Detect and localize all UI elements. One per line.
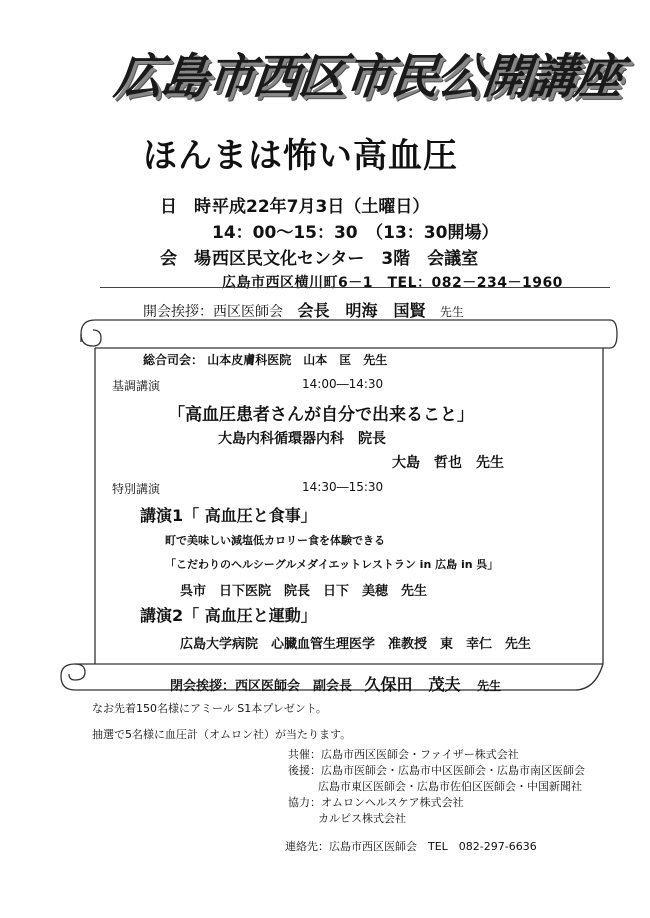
opening-name: 会長 明海 国賢: [297, 301, 426, 320]
address-line: 広島市西区横川町6－1 TEL：082－234－1960: [222, 275, 563, 291]
lecture1-title: 講演1「 高血圧と食事」: [140, 506, 317, 525]
mc-name: 山本皮膚科医院 山本 匡 先生: [207, 353, 388, 367]
time-value: 14：00～15：30 （13：30開場）: [212, 223, 499, 243]
keynote-affiliation: 大島内科循環器内科 院長: [218, 431, 386, 447]
banner-title: 広島市西区市民公開講座: [111, 49, 624, 105]
opening-suffix: 先生: [439, 305, 464, 319]
keynote-speaker: 大島 哲也 先生: [392, 455, 504, 471]
closing-greeting: [170, 672, 501, 695]
opening-label: 開会挨拶：西区医師会: [143, 304, 283, 320]
lottery-note: 抽選で5名様に血圧計（オムロン社）が当たります。: [92, 728, 352, 741]
lecture1-speaker: 呉市 日下医院 院長 日下 美穂 先生: [180, 584, 428, 599]
coop-line-1: 協力：オムロンヘルスケア株式会社: [288, 796, 464, 809]
closing-name: 久保田 茂夫: [364, 675, 461, 694]
cohost-line: 共催：広島市西区医師会・ファイザー株式会社: [288, 748, 519, 761]
lecture2-speaker: 広島大学病院 心臓血管生理医学 准教授 東 幸仁 先生: [180, 637, 532, 652]
support-line-1: 後援：広島市医師会・広島市中区医師会・広島市南区医師会: [288, 764, 585, 777]
mc-label: 総合司会：: [143, 353, 204, 367]
event-subtitle: ほんまは怖い高血圧: [143, 136, 458, 176]
special-label: 特別講演: [112, 482, 161, 496]
lecture2-title: 講演2「 高血圧と運動」: [140, 606, 317, 625]
lecture1-desc: 町で美味しい減塩低カロリー食を体験できる: [165, 534, 385, 547]
gift-note: なお先着150名様にアミール S1本プレゼント。: [92, 702, 327, 715]
keynote-label: 基調講演: [112, 379, 161, 393]
special-time: 14:30―15:30: [302, 480, 384, 494]
support-line-2: 広島市東区医師会・広島市佐伯区医師会・中国新聞社: [318, 780, 582, 793]
divider-line: [100, 287, 610, 288]
coop-line-2: カルピス株式会社: [318, 812, 406, 825]
lecture1-desc2: 「こだわりのヘルシーグルメダイエットレストラン in 広島 in 呉」: [165, 558, 499, 571]
venue-label: 会 場：: [160, 249, 228, 269]
date-value: 平成22年7月3日（土曜日）: [212, 197, 430, 217]
contact-line: 連絡先：広島市西区医師会 TEL 082-297-6636: [285, 840, 537, 853]
closing-label: 閉会挨拶：西区医師会 副会長: [170, 679, 353, 694]
date-label: 日 時：: [160, 197, 228, 217]
mc-line: [143, 351, 387, 368]
closing-suffix: 先生: [477, 679, 502, 693]
venue-value: 西区民文化センター 3階 会議室: [212, 249, 479, 269]
keynote-time: 14:00―14:30: [302, 377, 384, 391]
keynote-title: 「高血圧患者さんが自分で出来ること」: [168, 405, 474, 425]
